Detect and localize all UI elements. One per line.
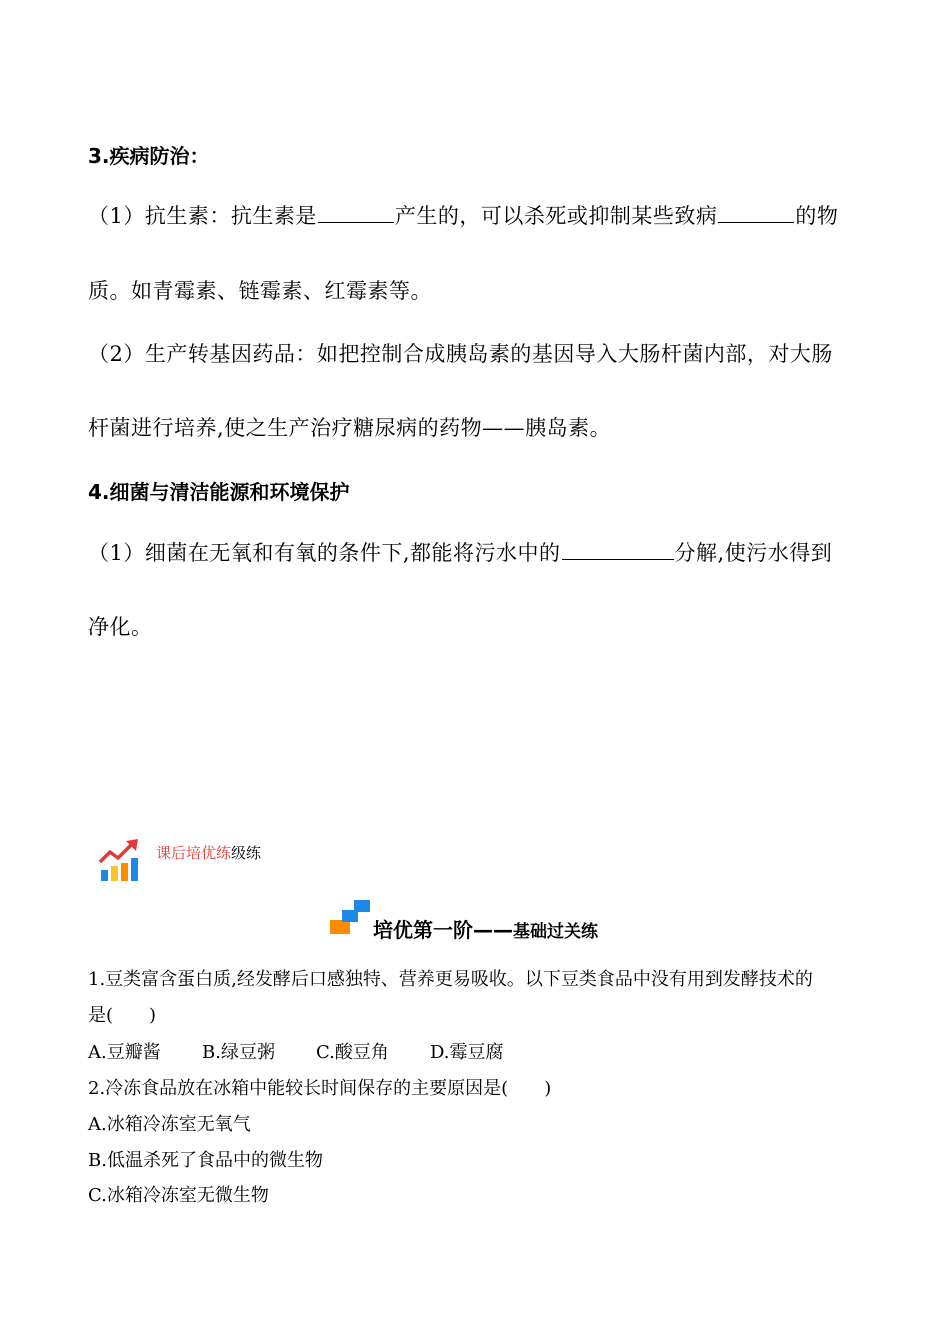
q1-options	[88, 1038, 504, 1064]
q2-option-b[interactable]: B.低温杀死了食品中的微生物	[88, 1150, 323, 1171]
section3-item1-line2: 质。如青霉素、链霉素、红霉素等。	[88, 279, 432, 303]
blank-1[interactable]	[318, 202, 394, 223]
banner-red-text: 课后培优练	[156, 844, 232, 862]
q1-option-b[interactable]: B.绿豆粥	[202, 1042, 275, 1063]
section4-item1-line1	[88, 537, 832, 567]
section3-item2-line1: （2）生产转基因药品：如把控制合成胰岛素的基因导入大肠杆菌内部，对大肠	[88, 342, 833, 366]
q2-stem: 2.冷冻食品放在冰箱中能较长时间保存的主要原因是( )	[88, 1078, 552, 1099]
s4-item1-suffix: 分解,使污水得到	[674, 541, 833, 565]
section3-item2-line2: 杆菌进行培养,使之生产治疗糖尿病的药物——胰岛素。	[88, 416, 612, 440]
level-heading	[373, 914, 598, 943]
practice-banner	[156, 842, 261, 863]
item1-mid: 产生的，可以杀死或抑制某些致病	[394, 204, 718, 228]
q1-option-a[interactable]: A.豆瓣酱	[88, 1042, 161, 1063]
item1-prefix: （1）抗生素：抗生素是	[88, 204, 317, 228]
level-title: 培优第一阶	[373, 918, 473, 942]
q2-option-c[interactable]: C.冰箱冷冻室无微生物	[88, 1185, 269, 1206]
blank-3[interactable]	[562, 539, 674, 560]
section4-heading: 4.细菌与清洁能源和环境保护	[88, 480, 350, 504]
stairs-icon	[330, 900, 370, 936]
level-dash: ——	[473, 918, 513, 942]
item1-suffix: 的物	[795, 204, 839, 228]
section4-item1-line2: 净化。	[88, 615, 153, 639]
q2-option-a[interactable]: A.冰箱冷冻室无氧气	[88, 1114, 251, 1135]
banner-black-text: 级练	[231, 844, 262, 862]
section3-heading: 3.疾病防治：	[88, 144, 210, 168]
q1-stem-line2: 是( )	[88, 1005, 157, 1026]
q1-option-d[interactable]: D.霉豆腐	[430, 1042, 504, 1063]
growth-chart-icon	[98, 838, 144, 882]
level-sub: 基础过关练	[513, 922, 598, 942]
section3-item1-line1	[88, 200, 838, 230]
s4-item1-prefix: （1）细菌在无氧和有氧的条件下,都能将污水中的	[88, 541, 561, 565]
q1-stem-line1: 1.豆类富含蛋白质,经发酵后口感独特、营养更易吸收。以下豆类食品中没有用到发酵技术的	[88, 969, 813, 990]
blank-2[interactable]	[718, 202, 794, 223]
q1-option-c[interactable]: C.酸豆角	[316, 1042, 389, 1063]
